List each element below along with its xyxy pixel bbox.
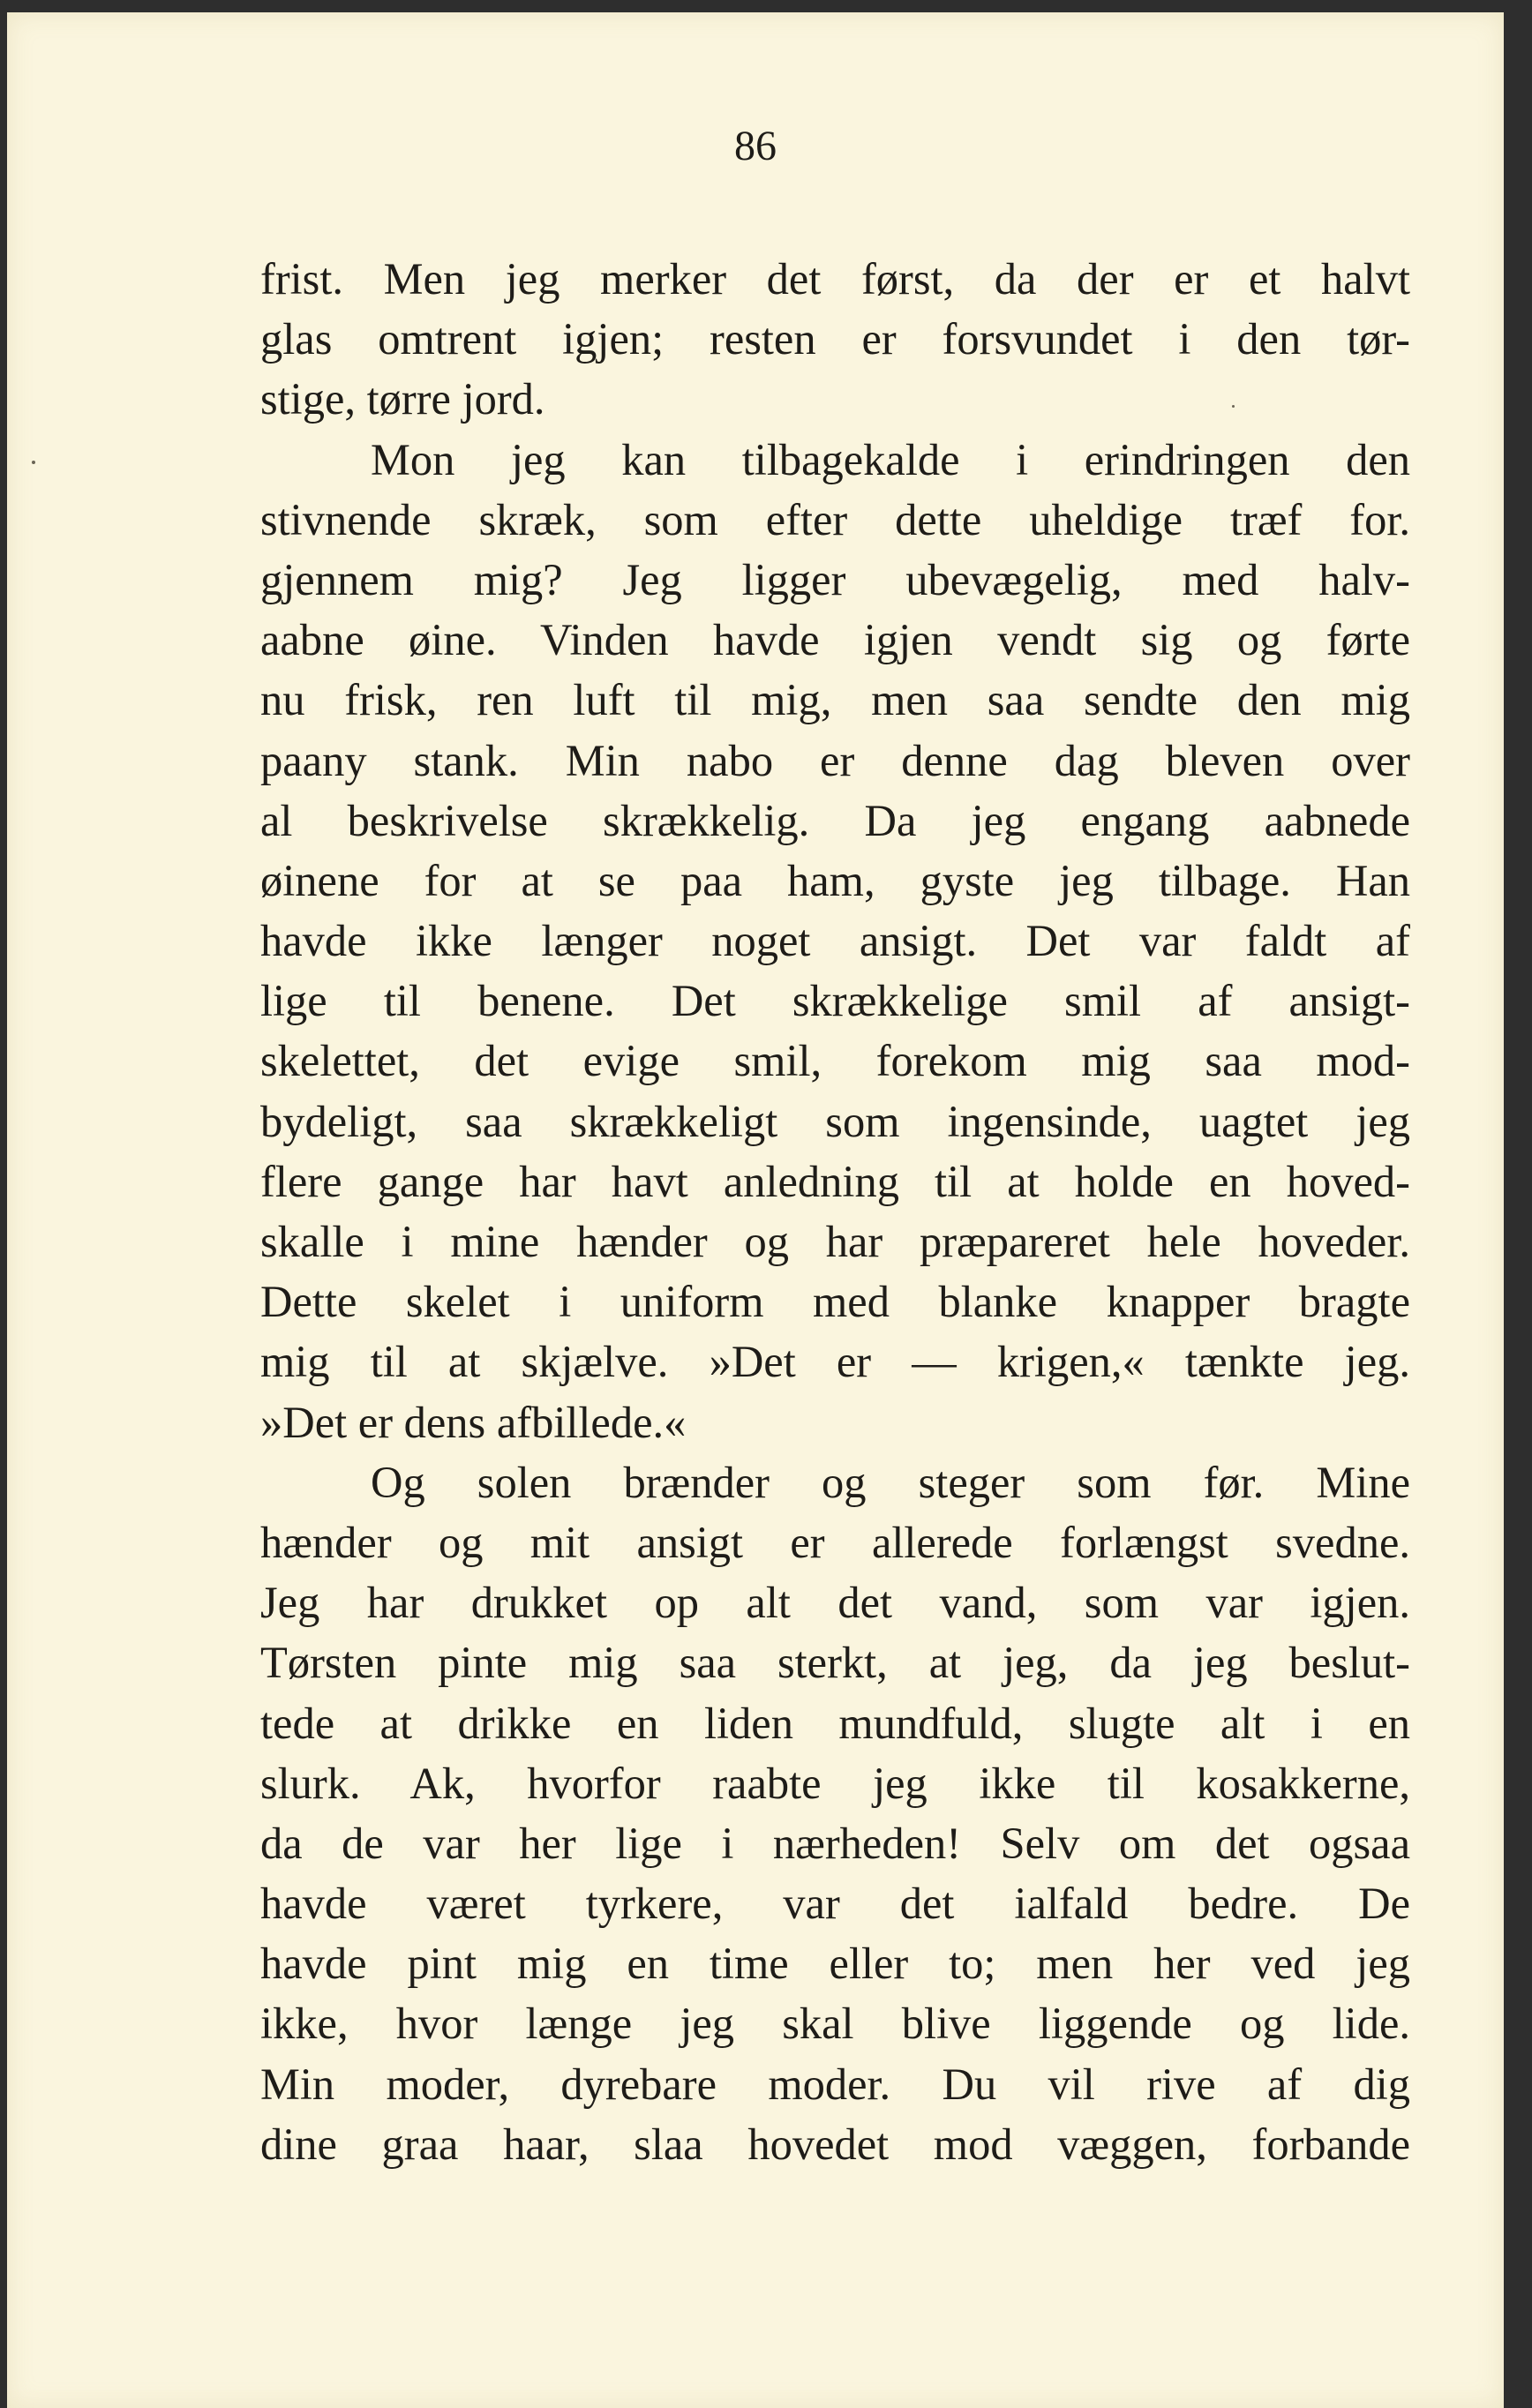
text-line: Tørsten pinte mig saa sterkt, at jeg, da jeg beslut- <box>260 1638 1410 1688</box>
text-line: »Det er dens afbillede.« <box>260 1397 687 1447</box>
text-line: al beskrivelse skrækkelig. Da jeg engang aabnede <box>260 795 1410 845</box>
text-line: aabne øine. Vinden havde igjen vendt sig og førte <box>260 615 1410 665</box>
text-line: mig til at skjælve. »Det er — krigen,« tænkte jeg. <box>260 1337 1410 1387</box>
book-page <box>7 12 1504 2408</box>
text-line: stivnende skræk, som efter dette uheldige træf for. <box>260 494 1410 544</box>
text-line: da de var her lige i nærheden! Selv om det ogsaa <box>260 1818 1410 1868</box>
text-line: nu frisk, ren luft til mig, men saa sendte den mig <box>260 675 1410 725</box>
body-text <box>260 249 1410 2174</box>
text-line: bydeligt, saa skrækkeligt som ingensinde, uagtet jeg <box>260 1096 1410 1146</box>
text-line: frist. Men jeg merker det først, da der er et halvt <box>260 254 1410 304</box>
text-line: skelettet, det evige smil, forekom mig saa mod- <box>260 1036 1410 1086</box>
text-line: stige, tørre jord. <box>260 374 545 424</box>
text-line: paany stank. Min nabo er denne dag bleven over <box>260 735 1410 785</box>
text-line: havde pint mig en time eller to; men her ved jeg <box>260 1939 1410 1989</box>
text-line: Min moder, dyrebare moder. Du vil rive af dig <box>260 2059 1410 2109</box>
text-line: havde ikke længer noget ansigt. Det var faldt af <box>260 916 1410 966</box>
text-line: glas omtrent igjen; resten er forsvundet i den tør- <box>260 314 1410 364</box>
paper-speck <box>1232 405 1235 408</box>
text-line: øinene for at se paa ham, gyste jeg tilbage. Han <box>260 855 1410 905</box>
text-line: Og solen brænder og steger som før. Mine <box>371 1457 1410 1507</box>
text-line: flere gange har havt anledning til at holde en hoved- <box>260 1156 1410 1206</box>
paper-speck <box>32 461 35 464</box>
text-line: tede at drikke en liden mundfuld, slugte alt i en <box>260 1698 1410 1748</box>
text-line: havde været tyrkere, var det ialfald bedre. De <box>260 1879 1410 1929</box>
text-line: Jeg har drukket op alt det vand, som var igjen. <box>260 1578 1410 1628</box>
text-line: skalle i mine hænder og har præpareret hele hoveder. <box>260 1217 1410 1266</box>
text-line: Mon jeg kan tilbagekalde i erindringen den <box>371 434 1410 484</box>
page-number: 86 <box>734 123 777 169</box>
text-line: dine graa haar, slaa hovedet mod væggen, forbande <box>260 2119 1410 2169</box>
text-line: gjennem mig? Jeg ligger ubevægelig, med halv- <box>260 554 1410 604</box>
text-line: slurk. Ak, hvorfor raabte jeg ikke til kosakkerne, <box>260 1758 1410 1808</box>
text-line: ikke, hvor længe jeg skal blive liggende og lide. <box>260 1999 1410 2049</box>
text-line: Dette skelet i uniform med blanke knapper bragte <box>260 1277 1410 1327</box>
text-line: lige til benene. Det skrækkelige smil af ansigt- <box>260 976 1410 1026</box>
text-line: hænder og mit ansigt er allerede forlængst svedne. <box>260 1517 1410 1567</box>
